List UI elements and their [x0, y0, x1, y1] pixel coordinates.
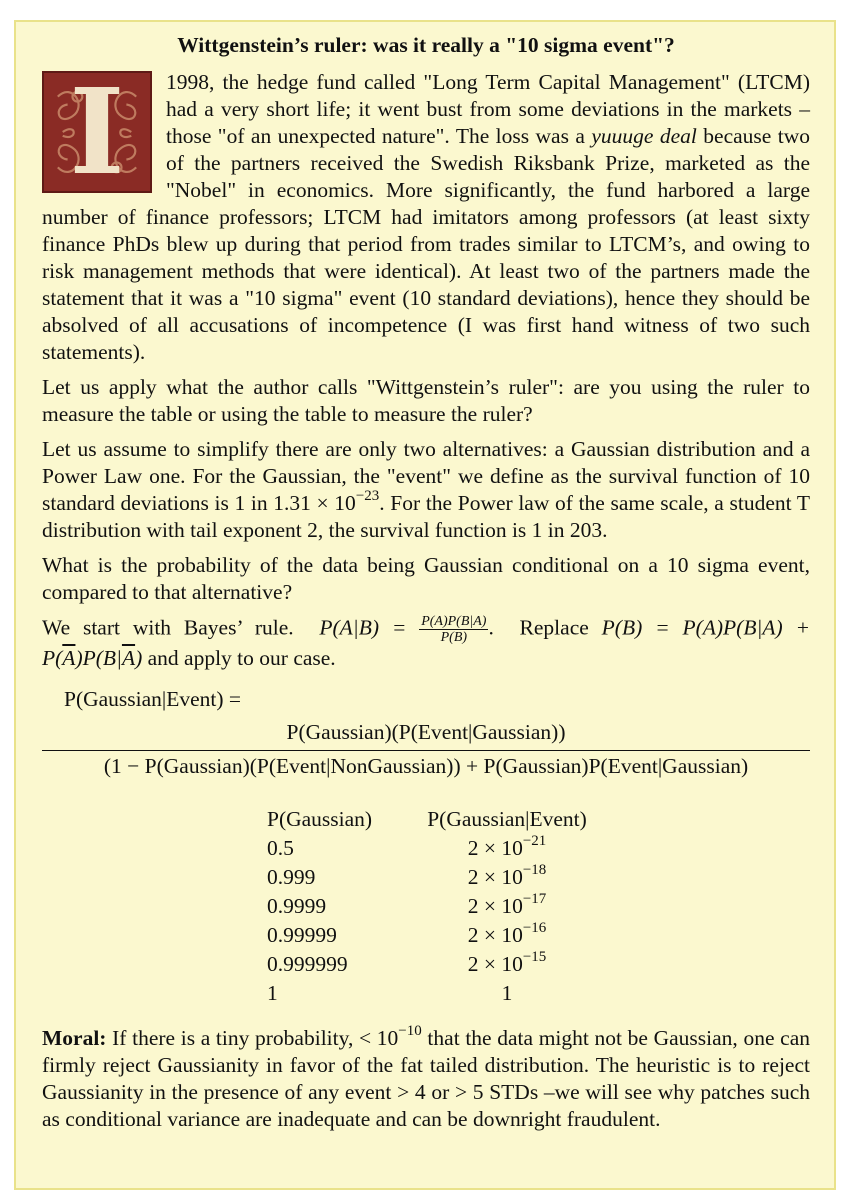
table-cell: $2 \times 10^{-15}$	[467, 948, 547, 976]
posterior-denominator: (1 − P(Gaussian)(P(Event|NonGaussian)) + P(Gaussian)P(Event|Gaussian)	[103, 754, 749, 778]
table-row	[267, 978, 602, 1007]
table-header: P(Gaussian)	[267, 807, 373, 831]
posterior-equation-fraction	[42, 719, 810, 780]
total-probability-formula: $P(B) = P(A)P(B|A) + P(\overline{A})P(B|\overline{A})$	[42, 615, 811, 670]
table-cell: 1	[501, 981, 513, 1005]
bayes-fraction: $\frac{P(A)P(B|A)}{P(B)}$	[421, 614, 487, 645]
table-cell: $2 \times 10^{-16}$	[467, 919, 547, 947]
paragraph-question: What is the probability of the data being Gaussian conditional on a 10 sigma event, compared to that alternative?	[42, 553, 810, 604]
posterior-numerator: P(Gaussian)(P(Event|Gaussian))	[286, 720, 566, 744]
table-cell: 0.999	[267, 865, 316, 889]
table-row	[267, 862, 602, 891]
moral-text-b: that the data might not be Gaussian, one can firmly reject Gaussianity in favor of the fat tailed distribution. The heuristic is to reject Gaussianity in the presence of any event > 4 or > 5 STDs –we will see why patches such as conditional variance are inadequate and can be downright fraudulent.	[42, 1026, 810, 1131]
posterior-table	[267, 804, 602, 1007]
paragraph-ltcm-text: 1998, the hedge fund called "Long Term Capital Management" (LTCM) had a very short life; it went bust from some deviations in the markets –those "of an unexpected nature". The loss was a	[166, 70, 810, 148]
alternatives-text-a: Let us assume to simplify there are only two alternatives: a Gaussian distribution and a Power Law one. For the Gaussian, the "event" we define as the survival function of 10 standard deviations is 1 in 1.31 × 10	[42, 437, 810, 515]
table-cell: $2 \times 10^{-18}$	[467, 861, 547, 889]
table-cell: 0.999999	[267, 952, 348, 976]
table-header: P(Gaussian|Event)	[427, 807, 587, 831]
dropcap-letter: I	[69, 62, 125, 201]
excerpt-title: Wittgenstein’s ruler: was it really a "10 sigma event"?	[177, 33, 675, 57]
moral-text-a: If there is a tiny probability, < 10	[106, 1026, 399, 1050]
table-cell: $2 \times 10^{-21}$	[467, 832, 547, 860]
paragraph-ltcm-tail: because two of the partners received the Swedish Riksbank Prize, marketed as the "Nobel" in economics. More significantly, the fund harbored a large number of finance professors; LTCM had imitators among professors (at least sixty finance PhDs blew up during that period from trades similar to LTCM’s, and owing to risk management methods that were identical). At least two of the partners made the statement that it was a "10 sigma" event (10 standard deviations), hence they should be absolved of all accusations of incompetence (I was first hand witness of two such statements).	[42, 124, 810, 364]
table-row	[267, 949, 602, 978]
paragraph-alternatives	[42, 436, 810, 544]
posterior-equation-lhs: P(Gaussian|Event) =	[64, 687, 242, 711]
table-cell: 0.9999	[267, 894, 327, 918]
table-cell: 0.5	[267, 836, 294, 860]
table-cell: 0.99999	[267, 923, 337, 947]
gaussian-exponent: −23	[355, 487, 380, 504]
dropcap-ornament	[42, 62, 152, 201]
table-cell: 1	[267, 981, 278, 1005]
bayes-text-b: Replace	[519, 615, 589, 640]
paragraph-bayes: We start with Bayes’ rule. P(A|B) = $\frac{P(A)P(B|A)}{P(B)}$ . Replace $P(B) = P(A)P(B|A) + P(\overline{A})P(B|\overline{A})$ and apply to our case.	[42, 614, 811, 670]
table-row	[267, 920, 602, 949]
moral-label: Moral:	[42, 1026, 107, 1050]
table-row	[267, 833, 602, 862]
paragraph-moral	[42, 1022, 810, 1133]
table-row	[267, 891, 602, 920]
moral-exponent: −10	[398, 1022, 422, 1039]
table-cell: $2 \times 10^{-17}$	[467, 890, 547, 918]
alternatives-text-b: . For the Power law of the same scale, a student T distribution with tail exponent 2, the survival function is 1 in 203.	[42, 491, 810, 542]
excerpt-content	[42, 32, 810, 1141]
paragraph-wittgenstein: Let us apply what the author calls "Wittgenstein’s ruler": are you using the ruler to measure the table or using the table to measure the ruler?	[42, 375, 810, 426]
excerpt-box	[14, 20, 836, 1190]
bayes-text-c: and apply to our case.	[147, 646, 336, 670]
bayes-formula: P(A|B) =	[306, 615, 420, 640]
paragraph-ltcm	[42, 62, 810, 366]
yuuuge-deal-emphasis: yuuuge deal	[591, 124, 697, 148]
table-header-row	[267, 804, 602, 833]
bayes-text-a: We start with Bayes’ rule.	[42, 615, 294, 640]
